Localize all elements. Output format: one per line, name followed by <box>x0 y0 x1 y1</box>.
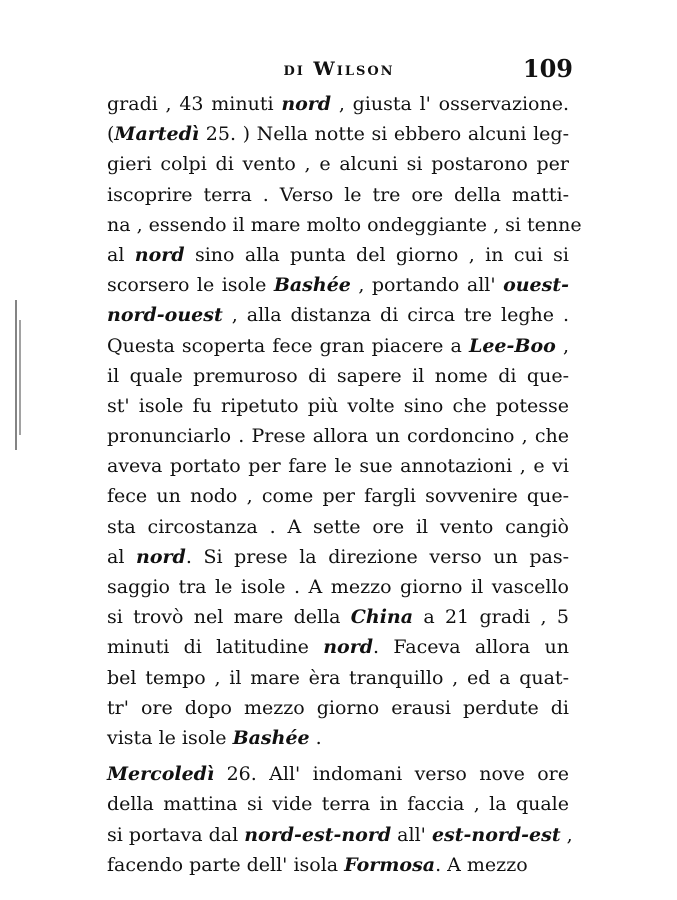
text-line <box>107 119 569 149</box>
text-run: . Si prese la direzione verso un pas- <box>185 545 569 568</box>
text-run: a 21 gradi , 5 <box>413 606 569 629</box>
italic-term: Martedì <box>114 123 200 146</box>
text-line <box>107 850 569 880</box>
text-line <box>107 663 569 693</box>
text-run: , giusta l' osservazione. <box>331 93 570 115</box>
text-line <box>107 451 569 481</box>
text-line <box>107 149 569 179</box>
italic-term: China <box>350 606 414 629</box>
text-line <box>107 723 569 753</box>
text-run: , <box>560 823 573 846</box>
text-run: , <box>555 334 569 357</box>
text-line <box>107 481 569 511</box>
italic-term: Bashée <box>232 726 310 749</box>
text-run: iscoprire terra . Verso le tre ore della matti- <box>107 183 569 206</box>
text-line <box>107 789 569 819</box>
italic-term: nord-est-nord <box>244 823 392 846</box>
page-header <box>105 52 573 86</box>
text-run: 26. All' indomani verso nove ore <box>214 763 569 786</box>
paragraph <box>107 89 582 753</box>
text-run: Questa scoperta fece gran piacere a <box>107 334 469 357</box>
text-run: . <box>309 726 322 749</box>
text-run: al <box>107 243 135 266</box>
binding-edge-mark <box>13 300 23 450</box>
text-line <box>107 759 569 789</box>
text-line <box>107 300 569 330</box>
text-line <box>107 421 569 451</box>
text-run: 25. ) Nella notte si ebbero alcuni leg- <box>199 123 569 146</box>
text-run: aveva portato per fare le sue annotazioni , e vi <box>107 455 569 478</box>
text-run: . Faceva allora un <box>373 636 569 659</box>
text-line <box>107 602 569 632</box>
text-run: na , essendo il mare molto ondeggiante , si tenne <box>107 213 582 236</box>
italic-term: nord <box>134 243 185 266</box>
text-run: il quale premuroso di sapere il nome di que- <box>107 364 569 387</box>
text-run: scorsero le isole <box>107 274 274 297</box>
text-run: , alla distanza di circa tre leghe . <box>222 304 569 327</box>
text-run: al <box>107 545 137 568</box>
italic-term: nord <box>136 545 186 568</box>
page-number: 109 <box>522 54 573 83</box>
text-run: gieri colpi di vento , e alcuni si postarono per <box>107 153 569 176</box>
text-run: vista le isole <box>107 726 233 749</box>
italic-term: nord-ouest <box>107 304 223 327</box>
text-run: tr' ore dopo mezzo giorno erausi perdute di <box>107 696 569 719</box>
text-line <box>107 542 569 572</box>
text-line <box>107 89 569 119</box>
text-run: gradi , 43 minuti <box>107 93 282 115</box>
text-run: sino alla punta del giorno , in cui si <box>184 243 569 266</box>
running-head: di Wilson <box>283 58 395 80</box>
italic-term: Mercoledì <box>107 763 215 786</box>
text-run: bel tempo , il mare èra tranquillo , ed a quat- <box>107 666 569 689</box>
text-line <box>107 180 569 210</box>
italic-term: ouest- <box>503 274 569 297</box>
text-line <box>107 331 569 361</box>
italic-term: Bashée <box>273 274 351 297</box>
text-line <box>107 240 569 270</box>
italic-term: est-nord-est <box>431 823 561 846</box>
text-line <box>107 391 569 421</box>
italic-term: Formosa <box>344 853 436 876</box>
text-run: all' <box>391 823 432 846</box>
text-run: si portava dal <box>107 823 245 846</box>
text-run: minuti di latitudine <box>107 636 324 659</box>
text-run: st' isole fu ripetuto più volte sino che potesse <box>107 394 569 417</box>
text-run: facendo parte dell' isola <box>107 853 345 876</box>
italic-term: Lee-Boo <box>468 334 556 357</box>
text-run: ( <box>107 123 115 146</box>
text-line <box>107 572 569 602</box>
body-text <box>107 89 582 880</box>
text-run: si trovò nel mare della <box>107 606 351 629</box>
paragraph <box>107 759 573 880</box>
text-run: fece un nodo , come per fargli sovvenire que- <box>107 485 569 508</box>
text-run: sta circostanza . A sette ore il vento cangiò <box>107 515 569 538</box>
text-line <box>107 210 582 240</box>
text-line <box>107 693 569 723</box>
text-run: della mattina si vide terra in faccia , la quale <box>107 793 569 816</box>
italic-term: nord <box>281 93 332 115</box>
text-run: . A mezzo <box>435 853 528 876</box>
text-run: saggio tra le isole . A mezzo giorno il vascello <box>107 576 569 598</box>
text-line <box>107 820 573 850</box>
text-run: , portando all' <box>350 274 504 297</box>
text-line <box>107 632 569 662</box>
italic-term: nord <box>323 636 373 659</box>
text-line <box>107 361 569 391</box>
text-line <box>107 512 569 542</box>
text-line <box>107 270 569 300</box>
text-run: pronunciarlo . Prese allora un cordoncino , che <box>107 425 569 448</box>
